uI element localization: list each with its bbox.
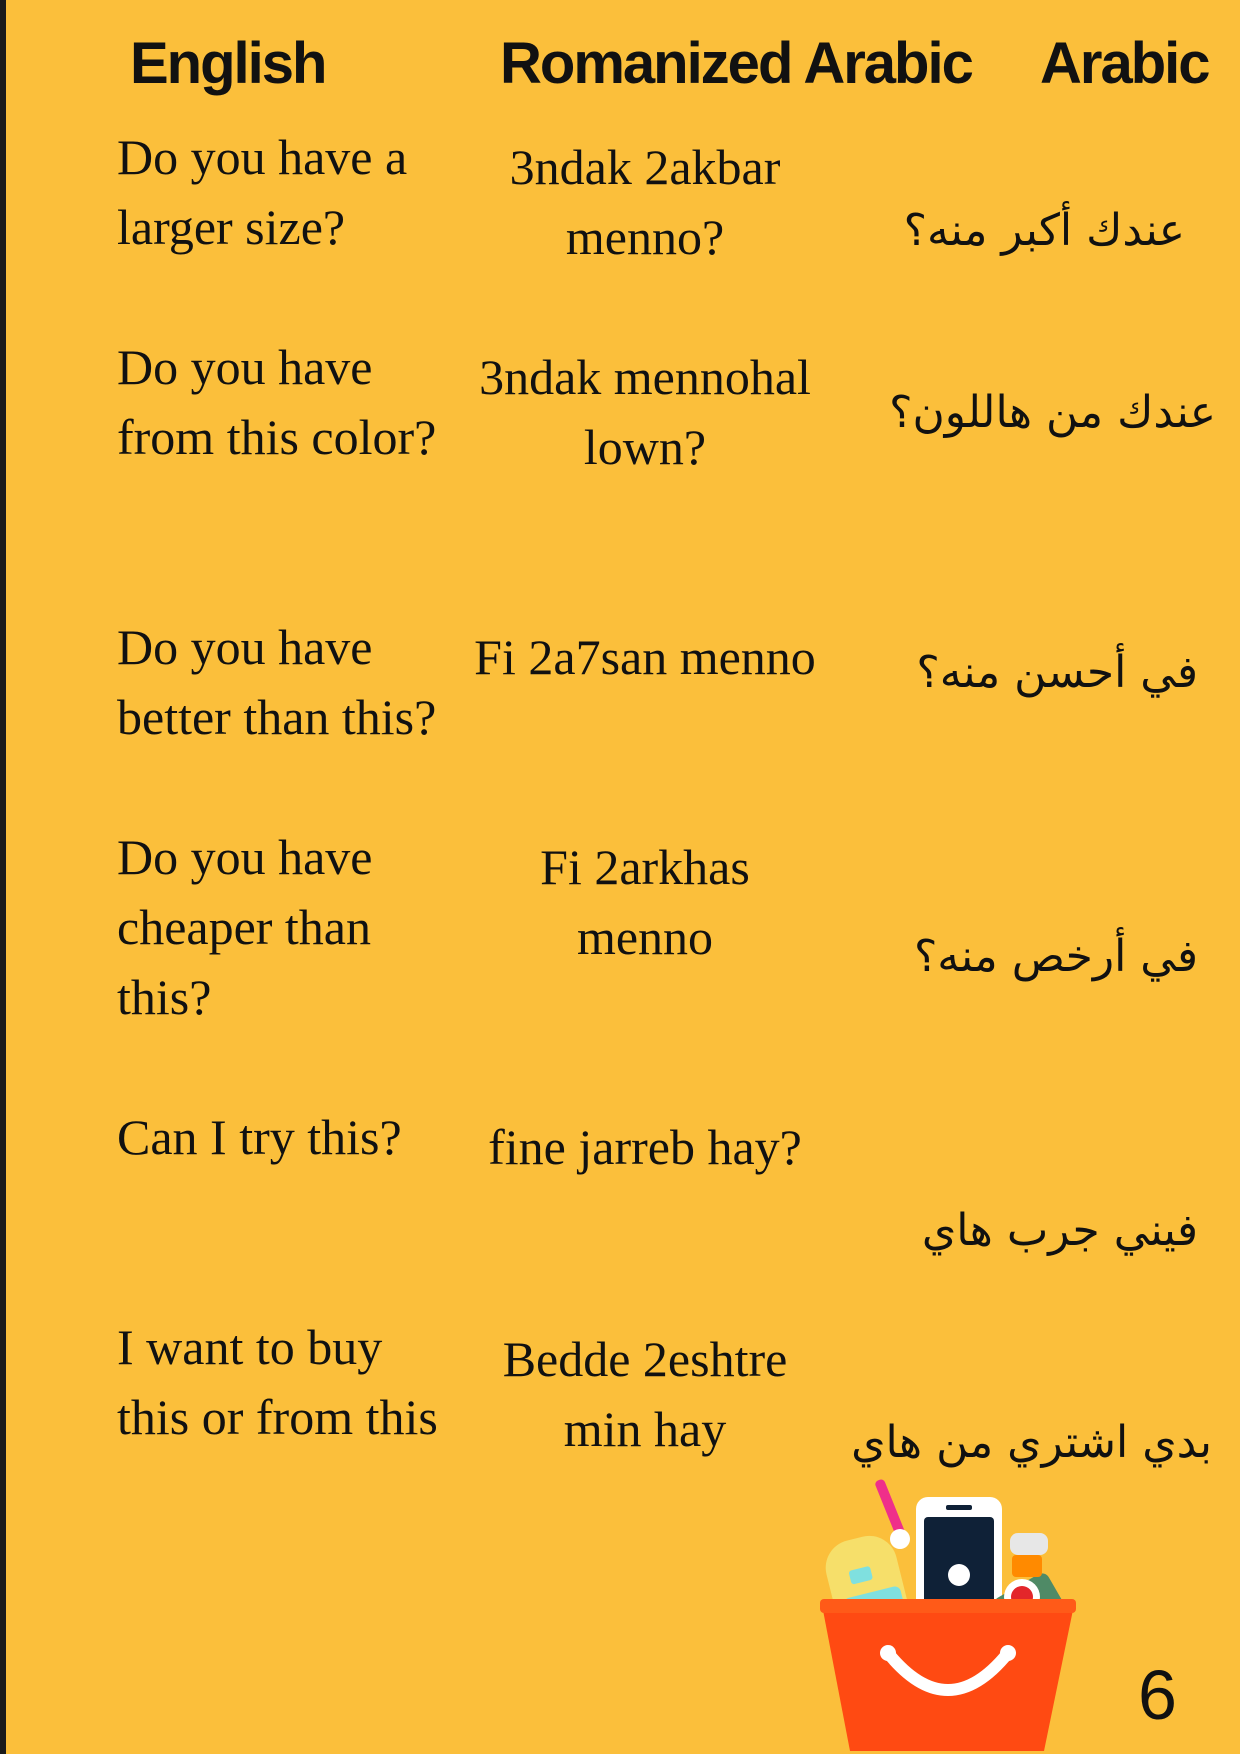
phrase-1-english-line-2: larger size?: [117, 199, 346, 255]
phrase-1-arabic: عندك أكبر منه؟: [903, 205, 1185, 256]
phrase-1-romanized: [425, 132, 865, 272]
phrase-6-english-line-2: this or from this: [117, 1389, 438, 1445]
phrase-2-arabic: عندك من هاللون؟: [889, 387, 1216, 438]
phrase-6-romanized-line-2: min hay: [563, 1401, 727, 1457]
phrase-3-english: [117, 612, 436, 752]
shopping-basket-icon: [812, 1475, 1082, 1753]
phrase-4-romanized-line-1: Fi 2arkhas: [540, 839, 750, 895]
phrase-5-romanized: [425, 1112, 865, 1182]
phrase-6-english-line-1: I want to buy: [117, 1319, 383, 1375]
phrase-6-arabic: بدي اشتري من هاي: [851, 1417, 1212, 1468]
phrase-5-arabic: فيني جرب هاي: [921, 1205, 1198, 1256]
phrase-1-english: [117, 122, 407, 262]
phrase-5-romanized-line-1: fine jarreb hay?: [488, 1119, 802, 1175]
phrase-1-romanized-line-1: 3ndak 2akbar: [509, 139, 781, 195]
phrase-5-english-line-1: Can I try this?: [117, 1109, 402, 1165]
phrase-6-romanized: [425, 1324, 865, 1464]
left-border: [0, 0, 6, 1754]
phrase-4-english-line-2: cheaper than: [117, 899, 372, 955]
phrase-3-arabic: في أحسن منه؟: [916, 647, 1198, 698]
phrase-2-romanized: [425, 342, 865, 482]
header-english: English: [130, 31, 326, 96]
phrase-6-english: [117, 1312, 438, 1452]
phrase-4-english-line-1: Do you have: [117, 829, 373, 885]
phrase-6-romanized-line-1: Bedde 2eshtre: [502, 1331, 788, 1387]
phrase-4-english: [117, 822, 373, 1032]
phrase-1-romanized-line-2: menno?: [565, 209, 725, 265]
header-romanized: Romanized Arabic: [500, 31, 972, 96]
phrase-2-english-line-2: from this color?: [117, 409, 437, 465]
phrase-5-english: [117, 1102, 402, 1172]
page-number: 6: [1138, 1656, 1177, 1734]
phrase-4-arabic: في أرخص منه؟: [913, 931, 1198, 982]
phrase-4-romanized: [425, 832, 865, 972]
phrase-2-romanized-line-1: 3ndak mennohal: [479, 349, 811, 405]
phrase-2-english-line-1: Do you have: [117, 339, 373, 395]
phrase-2-romanized-line-2: lown?: [583, 419, 707, 475]
phrase-4-english-line-3: this?: [117, 969, 212, 1025]
phrase-3-english-line-1: Do you have: [117, 619, 373, 675]
phrase-3-romanized-line-1: Fi 2a7san menno: [474, 629, 816, 685]
phrase-1-english-line-1: Do you have a: [117, 129, 408, 185]
header-arabic: Arabic: [1040, 31, 1209, 96]
phrase-4-romanized-line-2: menno: [576, 909, 714, 965]
phrase-3-english-line-2: better than this?: [117, 689, 437, 745]
phrase-2-english: [117, 332, 436, 472]
phrase-3-romanized: [425, 622, 865, 692]
